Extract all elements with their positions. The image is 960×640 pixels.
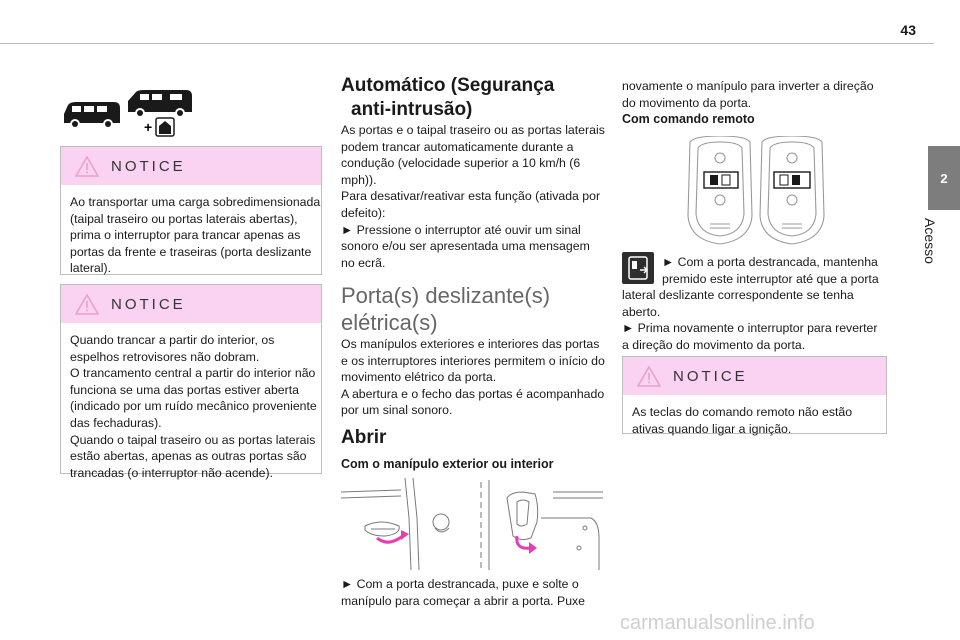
paragraph-continued xyxy=(622,78,874,111)
remote-keys-illustration xyxy=(680,136,840,248)
heading-line: elétrica(s) xyxy=(341,310,438,335)
notice-text-line: estão abertas, apenas as outras portas são xyxy=(70,449,307,464)
van-illustration xyxy=(60,88,196,138)
notice-text-line: Quando o taipal traseiro ou as portas laterais xyxy=(70,432,316,447)
subheading-remote: Com comando remoto xyxy=(622,112,755,126)
warning-icon xyxy=(75,155,99,177)
notice-text-line: As teclas do comando remoto não estão xyxy=(632,405,853,419)
notice-box-2 xyxy=(60,284,322,480)
notice-text-line: Ao transportar uma carga sobredimensionada xyxy=(70,195,321,209)
heading-line: Automático (Segurança xyxy=(341,75,555,96)
notice-text-line: (taipal traseiro ou portas laterais abertas), xyxy=(70,211,298,226)
notice-box-3 xyxy=(622,356,887,434)
paragraph-remote-b xyxy=(622,287,878,353)
notice-text-line: espelhos retrovisores não dobram. xyxy=(70,349,260,364)
text-line: novamente o manípulo para inverter a direção xyxy=(622,79,874,93)
paragraph-remote-a xyxy=(662,254,879,287)
notice-box-1 xyxy=(60,146,322,275)
notice-text-line: trancadas (o interruptor não acende). xyxy=(70,465,274,480)
text-line: lateral deslizante correspondente se tenha xyxy=(622,288,854,302)
text-line: manípulo para começar a abrir a porta. Puxe xyxy=(341,593,586,608)
door-handle-illustration xyxy=(341,478,603,570)
heading-automatic xyxy=(341,74,554,122)
text-line: a direção do movimento da porta. xyxy=(622,337,806,352)
notice-text-line: ativas quando ligar a ignição. xyxy=(632,421,792,436)
text-line: ► Prima novamente o interruptor para reverter xyxy=(622,321,878,336)
svg-text:+: + xyxy=(144,119,153,135)
page-number: 43 xyxy=(900,22,916,38)
notice-text-line: Quando trancar a partir do interior, os xyxy=(70,333,275,347)
notice-header xyxy=(623,357,886,395)
notice-header xyxy=(61,285,321,323)
notice-title: NOTICE xyxy=(111,295,186,313)
text-line: mph)). xyxy=(341,172,377,187)
paragraph-sliding-doors xyxy=(341,336,605,419)
text-line: defeito): xyxy=(341,205,386,220)
warning-icon xyxy=(637,365,661,387)
text-line: Para desativar/reativar esta função (ativada por xyxy=(341,189,601,204)
heading-sliding-doors xyxy=(341,282,550,336)
text-line: podem trancar automaticamente durante a xyxy=(341,139,574,154)
notice-title: NOTICE xyxy=(673,367,748,385)
heading-open: Abrir xyxy=(341,427,387,448)
heading-line: Porta(s) deslizante(s) xyxy=(341,283,551,308)
text-line: Os manípulos exteriores e interiores das portas xyxy=(341,337,600,351)
text-line: do movimento da porta. xyxy=(622,95,752,110)
subheading-handle: Com o manípulo exterior ou interior xyxy=(341,457,554,471)
text-line: condução (velocidade superior a 10 km/h (6 xyxy=(341,156,581,171)
notice-title: NOTICE xyxy=(111,157,186,175)
notice-text-line: prima o interruptor para trancar apenas as xyxy=(70,228,301,243)
text-line: e os interruptores interiores permitem o início do xyxy=(341,353,605,368)
text-line: por um sinal sonoro. xyxy=(341,403,453,418)
notice-text-line: portas da frente e traseiras (porta deslizante xyxy=(70,244,312,259)
text-line: ► Com a porta destrancada, puxe e solte o xyxy=(341,577,579,591)
text-line: aberto. xyxy=(622,304,661,319)
section-label: Acesso xyxy=(922,218,938,264)
header-divider xyxy=(0,43,934,44)
text-line: sonoro e/ou ser apresentada uma mensagem xyxy=(341,239,590,254)
paragraph-automatic xyxy=(341,122,605,271)
notice-header xyxy=(61,147,321,185)
notice-text-line: das fechaduras). xyxy=(70,415,162,430)
watermark: carmanualsonline.info xyxy=(620,612,815,634)
notice-text-line: O trancamento central a partir do interior não xyxy=(70,366,316,381)
notice-text-line: (indicado por um ruído mecânico proveniente xyxy=(70,399,317,414)
section-tab[interactable]: 2 xyxy=(928,146,960,210)
text-line: movimento elétrico da porta. xyxy=(341,370,497,385)
notice-text-line: lateral). xyxy=(70,261,112,276)
text-line: ► Pressione o interruptor até ouvir um sinal xyxy=(341,222,581,237)
text-line: ► Com a porta destrancada, mantenha xyxy=(662,255,878,269)
text-line: no ecrã. xyxy=(341,255,386,270)
warning-icon xyxy=(75,293,99,315)
text-line: A abertura e o fecho das portas é acompanhado xyxy=(341,386,605,401)
paragraph-handle xyxy=(341,576,585,609)
notice-text-line: funciona se uma das portas estiver aberta xyxy=(70,382,299,397)
sliding-door-switch-icon xyxy=(622,252,654,284)
text-line: As portas e o taipal traseiro ou as portas laterais xyxy=(341,123,605,137)
text-line: premido este interruptor até que a porta xyxy=(662,271,879,286)
heading-line: anti-intrusão) xyxy=(351,99,473,120)
